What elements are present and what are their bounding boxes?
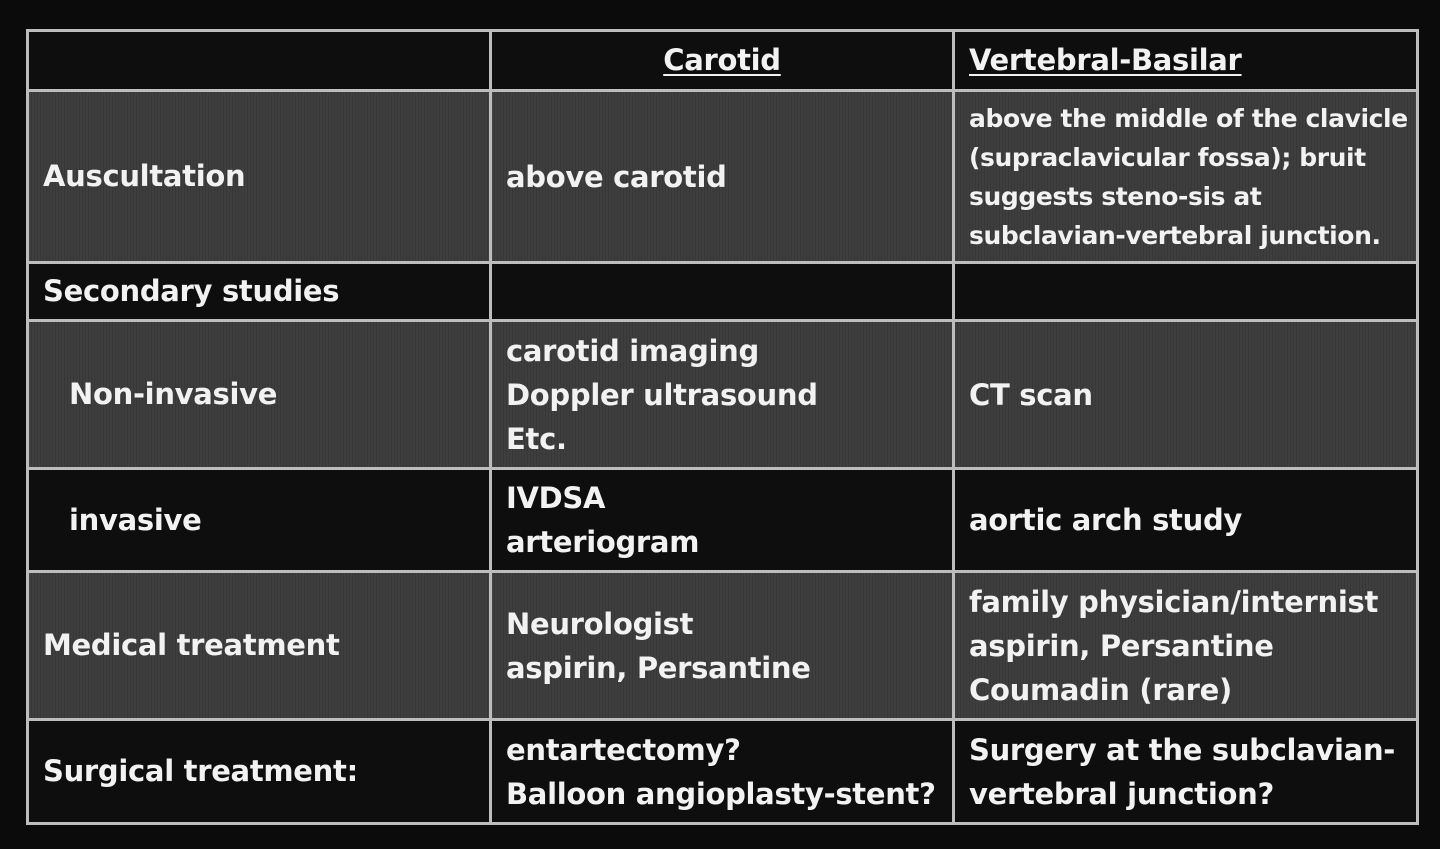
carotid-cell (491, 263, 954, 321)
cell-line: vertebral junction? (969, 776, 1274, 811)
carotid-cell (491, 91, 954, 263)
row-label: Secondary studies (43, 274, 340, 309)
carotid-cell (491, 469, 954, 572)
table-row-medical-treatment (28, 572, 1418, 720)
carotid-cell (491, 321, 954, 469)
cell-line: entartectomy? (506, 732, 741, 767)
cell-line: Coumadin (rare) (969, 672, 1232, 707)
cell-line: Doppler ultrasound (506, 377, 818, 412)
header-carotid: Carotid (663, 43, 781, 77)
row-label-cell (28, 572, 491, 720)
cell-line: carotid imaging (506, 333, 759, 368)
table-row-secondary-studies (28, 263, 1418, 321)
carotid-cell (491, 572, 954, 720)
table-row-surgical-treatment (28, 720, 1418, 824)
cell-line: Neurologist (506, 606, 694, 641)
row-label: Non-invasive (69, 377, 278, 412)
cell-line: aspirin, Persantine (969, 628, 1274, 663)
cell-line: Etc. (506, 421, 567, 456)
row-label-cell (28, 720, 491, 824)
vertebral-cell (954, 321, 1418, 469)
row-label: Medical treatment (43, 628, 340, 663)
row-label-cell (28, 91, 491, 263)
cell-line: arteriogram (506, 525, 700, 559)
row-label-cell (28, 263, 491, 321)
row-label: invasive (69, 502, 202, 537)
table-row-non-invasive (28, 321, 1418, 469)
cell-line: subclavian-vertebral junction. (969, 220, 1381, 250)
cell-line: Balloon angioplasty-stent? (506, 776, 936, 811)
header-carotid-cell (491, 31, 954, 91)
cell-line: above carotid (506, 159, 727, 194)
cell-line: CT scan (969, 377, 1093, 412)
row-label: Surgical treatment: (43, 754, 358, 789)
cell-line: (supraclavicular fossa); bruit (969, 142, 1366, 172)
table-row-invasive (28, 469, 1418, 572)
table-header-row (28, 31, 1418, 91)
vertebral-cell (954, 91, 1418, 263)
comparison-table (26, 29, 1419, 825)
cell-line: aortic arch study (969, 503, 1243, 537)
cell-line: aspirin, Persantine (506, 650, 811, 685)
vertebral-cell (954, 572, 1418, 720)
cell-line: Surgery at the subclavian- (969, 732, 1396, 767)
table-row-auscultation (28, 91, 1418, 263)
cell-line: IVDSA (506, 481, 606, 515)
cell-line: suggests steno-sis at (969, 181, 1262, 211)
header-vertebral-basilar: Vertebral-Basilar (969, 43, 1242, 77)
header-empty-cell (28, 31, 491, 91)
header-vertebral-cell (954, 31, 1418, 91)
row-label-cell (28, 321, 491, 469)
vertebral-cell (954, 469, 1418, 572)
carotid-cell (491, 720, 954, 824)
row-label-cell (28, 469, 491, 572)
vertebral-cell (954, 720, 1418, 824)
cell-line: family physician/internist (969, 584, 1379, 619)
cell-line: above the middle of the clavicle (969, 103, 1408, 133)
row-label: Auscultation (43, 159, 246, 194)
vertebral-cell (954, 263, 1418, 321)
